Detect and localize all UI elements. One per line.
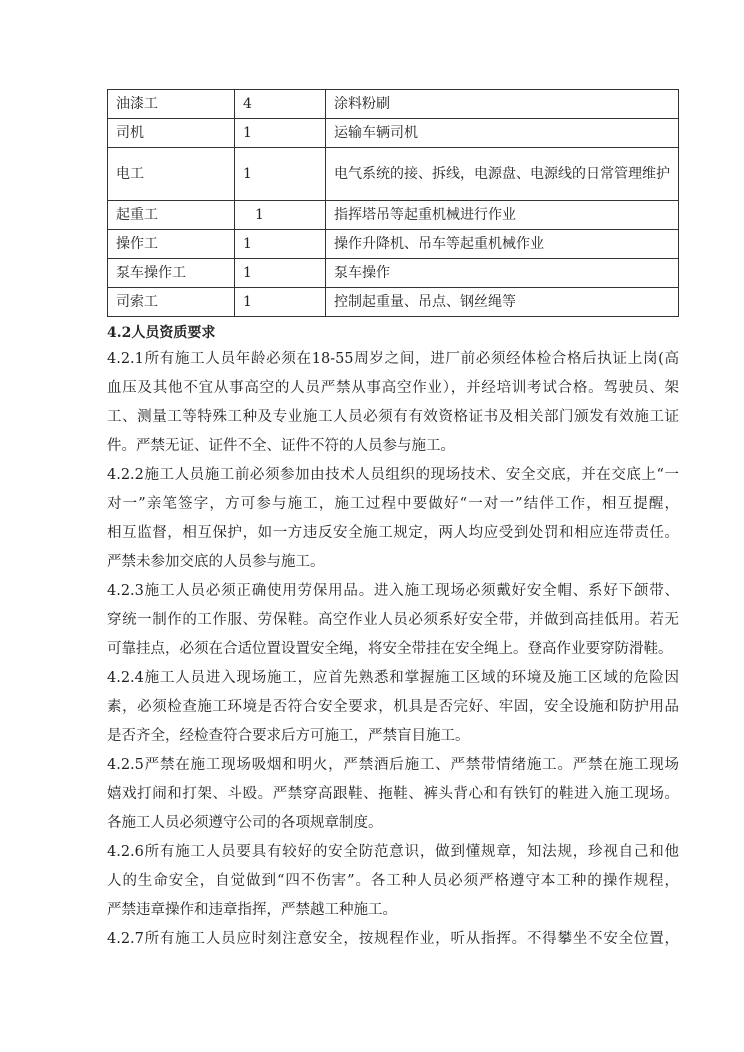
duty-cell: 指挥塔吊等起重机械进行作业 xyxy=(326,201,679,230)
paragraph-line: 4.2.7所有施工人员应时刻注意安全，按规程作业，听从指挥。不得攀坐不安全位置， xyxy=(107,931,679,947)
count-cell: 1 xyxy=(235,119,326,148)
role-cell: 电工 xyxy=(108,148,235,201)
role-cell: 油漆工 xyxy=(108,90,235,119)
role-cell: 起重工 xyxy=(108,201,235,230)
table-row xyxy=(108,230,679,259)
role-cell: 司机 xyxy=(108,119,235,148)
paragraph-line: 人的生命安全，自觉做到“四不伤害”。各工种人员必须严格遵守本工种的操作规程， xyxy=(107,873,679,889)
paragraph-line: 4.2.3施工人员必须正确使用劳保用品。进入施工现场必须戴好安全帽、系好下颌带、 xyxy=(107,583,679,599)
paragraph-line: 工、测量工等特殊工种及专业施工人员必须有有效资格证书及相关部门颁发有效施工证 xyxy=(107,409,679,425)
paragraph-line: 4.2.6所有施工人员要具有较好的安全防范意识，做到懂规章，知法规，珍视自己和他 xyxy=(107,844,679,860)
count-cell: 1 xyxy=(235,148,326,201)
count-cell: 1 xyxy=(235,288,326,317)
paragraph-line: 相互监督，相互保护，如一方违反安全施工规定，两人均应受到处罚和相应连带责任。 xyxy=(107,525,679,541)
table-row xyxy=(108,288,679,317)
paragraph-line: 嬉戏打闹和打架、斗殴。严禁穿高跟鞋、拖鞋、裤头背心和有铁钉的鞋进入施工现场。 xyxy=(107,786,679,802)
paragraph-line: 血压及其他不宜从事高空的人员严禁从事高空作业），并经培训考试合格。驾驶员、架 xyxy=(107,380,679,396)
table-row xyxy=(108,119,679,148)
paragraph xyxy=(107,751,679,838)
duty-cell: 泵车操作 xyxy=(326,259,679,288)
paragraph-line: 可靠挂点，必须在合适位置设置安全绳，将安全带挂在安全绳上。登高作业要穿防滑鞋。 xyxy=(107,641,673,657)
section-body xyxy=(107,345,679,954)
role-cell: 司索工 xyxy=(108,288,235,317)
paragraph-line: 4.2.2施工人员施工前必须参加由技术人员组织的现场技术、安全交底，并在交底上“一 xyxy=(107,467,679,483)
paragraph-line: 对一”亲笔签字，方可参与施工，施工过程中要做好“一对一”结伴工作，相互提醒， xyxy=(107,496,679,512)
count-cell: 1 xyxy=(235,259,326,288)
role-cell: 操作工 xyxy=(108,230,235,259)
paragraph-line: 4.2.4施工人员进入现场施工，应首先熟悉和掌握施工区域的环境及施工区域的危险因 xyxy=(107,670,679,686)
duty-cell: 操作升降机、吊车等起重机械作业 xyxy=(326,230,679,259)
count-cell: 4 xyxy=(235,90,326,119)
paragraph xyxy=(107,461,679,577)
paragraph xyxy=(107,577,679,664)
paragraph-line: 严禁未参加交底的人员参与施工。 xyxy=(107,554,325,570)
paragraph xyxy=(107,838,679,925)
role-cell: 泵车操作工 xyxy=(108,259,235,288)
paragraph-line: 穿统一制作的工作服、劳保鞋。高空作业人员必须系好安全带，并做到高挂低用。若无 xyxy=(107,612,679,628)
paragraph xyxy=(107,664,679,751)
paragraph-line: 严禁违章操作和违章指挥，严禁越工种施工。 xyxy=(107,902,397,918)
table-row xyxy=(108,259,679,288)
duty-cell: 控制起重量、吊点、钢丝绳等 xyxy=(326,288,679,317)
paragraph-line: 4.2.5严禁在施工现场吸烟和明火，严禁酒后施工、严禁带情绪施工。严禁在施工现场 xyxy=(107,757,679,773)
paragraph xyxy=(107,345,679,461)
count-cell: 1 xyxy=(235,201,326,230)
count-cell: 1 xyxy=(235,230,326,259)
paragraph-line: 素，必须检查施工环境是否符合安全要求，机具是否完好、牢固，安全设施和防护用品 xyxy=(107,699,679,715)
duty-cell: 运输车辆司机 xyxy=(326,119,679,148)
paragraph xyxy=(107,925,679,954)
paragraph-line: 是否齐全，经检查符合要求后方可施工，严禁盲目施工。 xyxy=(107,728,470,744)
personnel-table xyxy=(107,89,679,317)
section-heading: 4.2人员资质要求 xyxy=(107,325,216,341)
duty-cell: 涂料粉刷 xyxy=(326,90,679,119)
table-row xyxy=(108,201,679,230)
paragraph-line: 件。严禁无证、证件不全、证件不符的人员参与施工。 xyxy=(107,438,455,454)
table-row xyxy=(108,148,679,201)
paragraph-line: 4.2.1所有施工人员年龄必须在18-55周岁之间，进厂前必须经体检合格后执证上岗(高 xyxy=(107,351,679,367)
duty-cell: 电气系统的接、拆线，电源盘、电源线的日常管理维护 xyxy=(326,148,679,201)
paragraph-line: 各施工人员必须遵守公司的各项规章制度。 xyxy=(107,815,383,831)
table-row xyxy=(108,90,679,119)
